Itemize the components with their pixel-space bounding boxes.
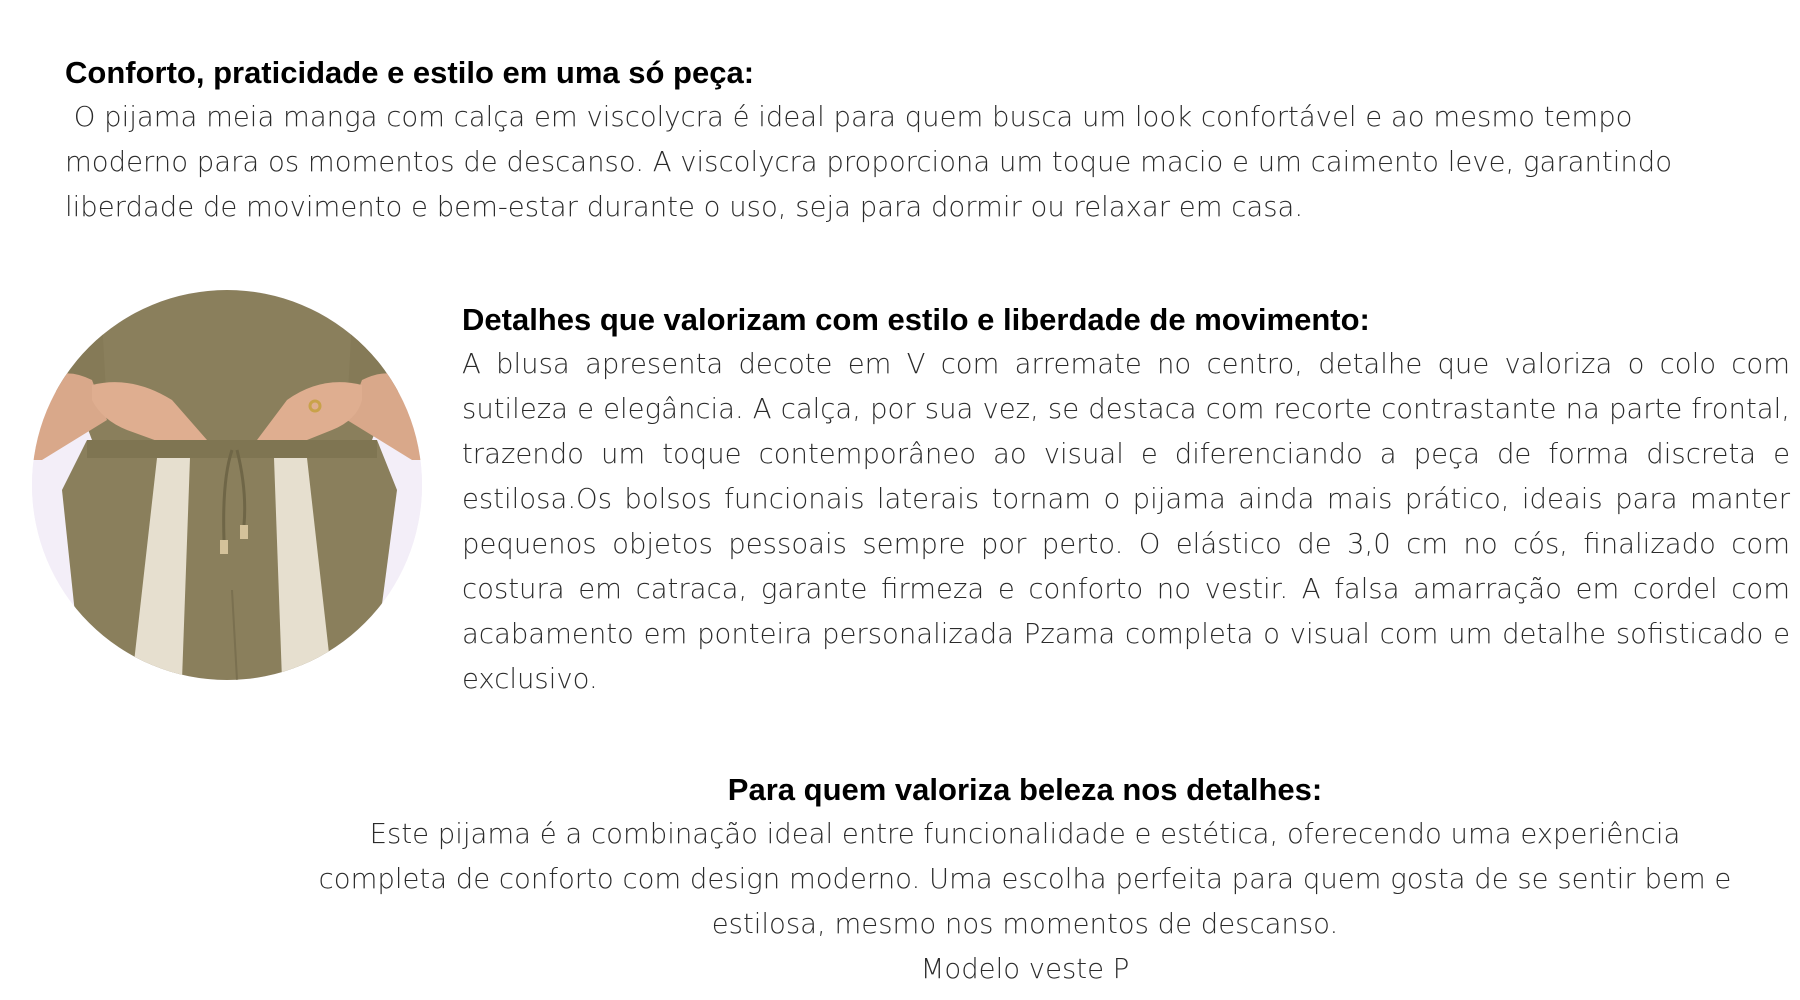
closing-line: estilosa, mesmo nos momentos de descanso.: [711, 908, 1339, 940]
closing-section: [250, 767, 1800, 992]
intro-line: O pijama meia manga com calça em viscolycra é ideal para quem busca um look confortável e ao mesmo tempo: [65, 101, 1633, 133]
details-section: [462, 297, 1790, 702]
closing-line: completa de conforto com design moderno. Uma escolha perfeita para quem gosta de se sentir bem e: [318, 863, 1732, 895]
product-photo-pajama-pants: [32, 290, 422, 680]
intro-line: liberdade de movimento e bem-estar durante o uso, seja para dormir ou relaxar em casa.: [65, 191, 1304, 223]
intro-section: [65, 50, 1800, 230]
intro-heading: Conforto, praticidade e estilo em uma só peça:: [65, 55, 755, 90]
details-heading: Detalhes que valorizam com estilo e liberdade de movimento:: [462, 302, 1370, 337]
details-body: A blusa apresenta decote em V com arremate no centro, detalhe que valoriza o colo com sutileza e elegância. A calça, por sua vez, se destaca com recorte contrastante na parte frontal, trazendo um toque contemporâneo ao visual e diferenciando a peça de forma discreta e estilosa.Os bolsos funcionais laterais tornam o pijama ainda mais prático, ideais para manter pequenos objetos pessoais sempre por perto. O elástico de 3,0 cm no cós, finalizado com costura em catraca, garante firmeza e conforto no vestir. A falsa amarração em cordel com acabamento em ponteira personalizada Pzama completa o visual com um detalhe sofisticado e exclusivo.: [462, 348, 1790, 695]
intro-line: moderno para os momentos de descanso. A viscolycra proporciona um toque macio e um caimento leve, garantindo: [65, 146, 1673, 178]
model-size-note: Modelo veste P: [920, 953, 1130, 985]
closing-heading: Para quem valoriza beleza nos detalhes:: [727, 772, 1323, 807]
closing-line: Este pijama é a combinação ideal entre funcionalidade e estética, oferecendo uma experiência: [369, 818, 1681, 850]
